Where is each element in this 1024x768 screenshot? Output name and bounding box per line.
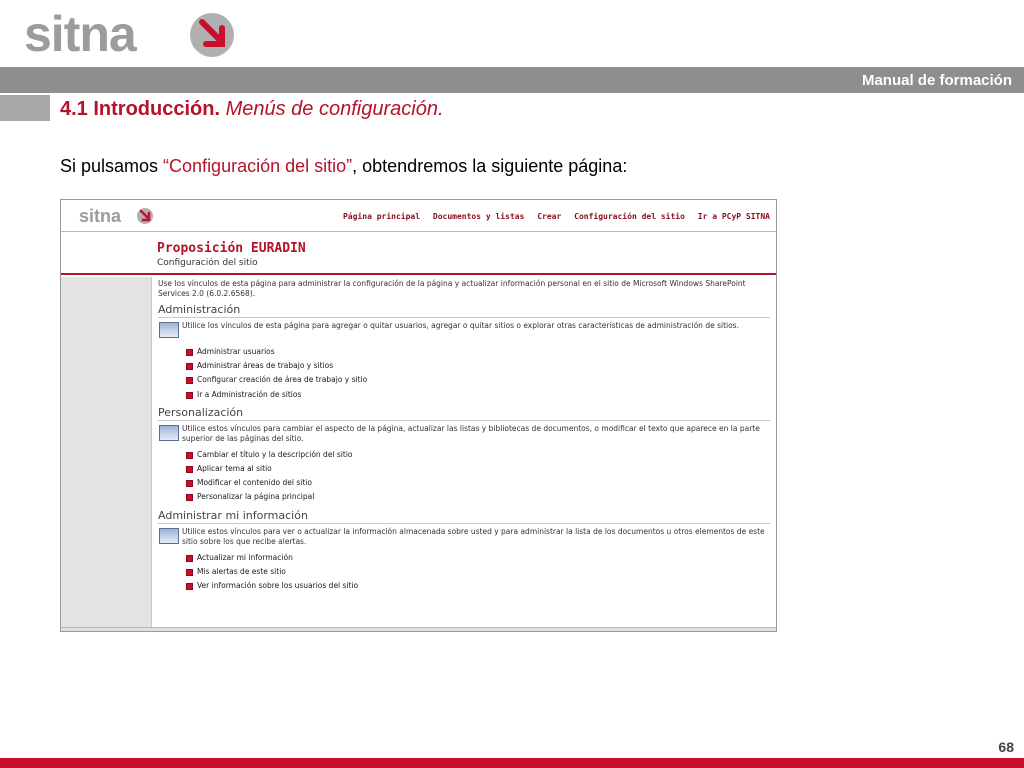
section-administracion — [158, 303, 770, 402]
link-mis-alertas[interactable]: Mis alertas de este sitio — [186, 565, 770, 579]
link-administrar-usuarios[interactable]: Administrar usuarios — [186, 345, 770, 359]
mini-logo-text: sitna — [79, 206, 122, 226]
slide-subtitle: Menús de configuración. — [225, 98, 444, 120]
link-configurar-creacion[interactable]: Configurar creación de área de trabajo y sitio — [186, 373, 770, 387]
link-aplicar-tema[interactable]: Aplicar tema al sitio — [186, 462, 770, 476]
user-info-icon — [159, 528, 179, 544]
screenshot-scrollbar[interactable] — [61, 627, 776, 632]
link-administrar-areas[interactable]: Administrar áreas de trabajo y sitios — [186, 359, 770, 373]
section-body — [158, 527, 770, 547]
site-subtitle: Configuración del sitio — [157, 258, 258, 268]
link-ir-administracion[interactable]: Ir a Administración de sitios — [186, 388, 770, 402]
header-bar — [0, 67, 1024, 93]
section-links — [186, 345, 770, 402]
title-accent-block — [0, 95, 50, 121]
section-description: Utilice estos vínculos para ver o actualizar la información almacenada sobre usted y para administrar la lista de los documentos u otros elementos de este sitio sobre los que recibe alertas. — [182, 526, 765, 546]
admin-icon — [159, 322, 179, 338]
mini-sitna-logo[interactable] — [79, 206, 155, 226]
section-title: Administrar mi información — [158, 509, 770, 524]
section-description: Utilice estos vínculos para cambiar el aspecto de la página, actualizar las listas y bibliotecas de documentos, o modificar el texto que aparece en la parte superior de las páginas del sitio. — [182, 423, 760, 443]
section-personalizacion — [158, 406, 770, 505]
section-links — [186, 448, 770, 505]
nav-pcyp-sitna[interactable]: Ir a PCyP SITNA — [697, 212, 770, 221]
sitna-logo — [24, 8, 244, 60]
section-description: Utilice los vínculos de esta página para agregar o quitar usuarios, agregar o quitar sitios o explorar otras características de administración de sitios. — [182, 321, 739, 330]
intro-quote: “Configuración del sitio” — [163, 156, 353, 176]
site-title: Proposición EURADIN — [157, 241, 306, 256]
intro-before: Si pulsamos — [60, 156, 164, 176]
site-banner — [61, 233, 776, 275]
section-mi-informacion — [158, 509, 770, 594]
nav-documents[interactable]: Documentos y listas — [432, 212, 525, 221]
link-cambiar-titulo[interactable]: Cambiar el título y la descripción del sitio — [186, 448, 770, 462]
link-actualizar-informacion[interactable]: Actualizar mi información — [186, 551, 770, 565]
link-personalizar-pagina[interactable]: Personalizar la página principal — [186, 490, 770, 504]
sharepoint-screenshot — [60, 199, 777, 632]
page-number: 68 — [998, 739, 1014, 755]
intro-after: , obtendremos la siguiente página: — [352, 156, 628, 176]
section-body — [158, 424, 770, 444]
section-links — [186, 551, 770, 594]
nav-home[interactable]: Página principal — [342, 212, 421, 221]
section-title: Personalización — [158, 406, 770, 421]
customize-icon — [159, 425, 179, 441]
mini-arrow-icon — [137, 208, 153, 224]
intro-text — [60, 156, 627, 177]
footer-bar — [0, 758, 1024, 768]
settings-content — [158, 279, 770, 593]
settings-description: Use los vínculos de esta página para administrar la configuración de la página y actualizar información personal en el sitio de Microsoft Windows SharePoint Services 2.0 (6.0.2.6568). — [158, 279, 746, 298]
nav-create[interactable]: Crear — [537, 212, 562, 221]
section-title: Administración — [158, 303, 770, 318]
manual-label: Manual de formación — [861, 72, 1012, 89]
link-ver-usuarios[interactable]: Ver información sobre los usuarios del sitio — [186, 579, 770, 593]
link-modificar-contenido[interactable]: Modificar el contenido del sitio — [186, 476, 770, 490]
arrow-logo-icon — [190, 13, 234, 57]
slide-title-main: 4.1 Introducción. — [60, 98, 221, 120]
nav-site-settings[interactable]: Configuración del sitio — [574, 212, 685, 221]
left-navigation-panel — [61, 277, 152, 627]
section-body — [158, 321, 770, 341]
slide-title — [60, 95, 444, 123]
sitna-logo-text: sitna — [24, 8, 136, 60]
sharepoint-header — [61, 200, 776, 232]
top-navigation — [335, 212, 770, 221]
